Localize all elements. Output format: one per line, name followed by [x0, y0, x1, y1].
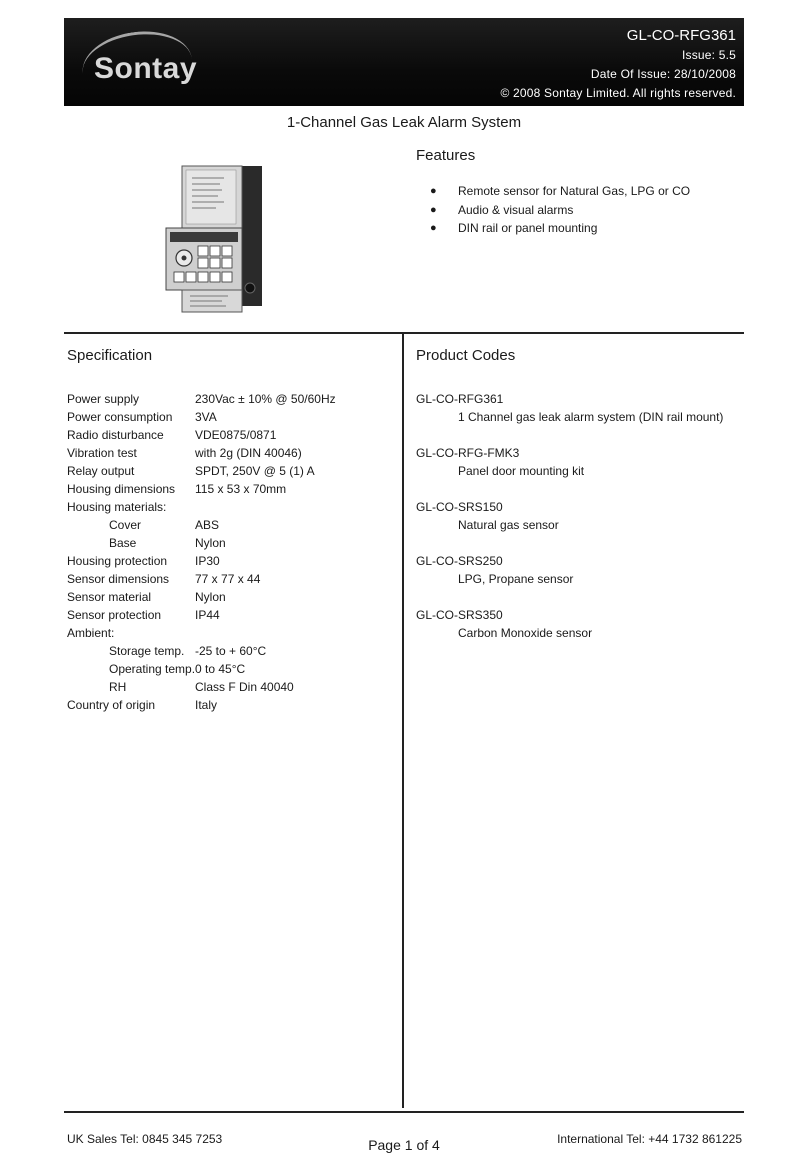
column-divider — [402, 334, 404, 1108]
spec-row: Sensor material Nylon — [67, 590, 226, 604]
document-title: 1-Channel Gas Leak Alarm System — [286, 114, 522, 131]
spec-row: Ambient: — [67, 626, 115, 640]
feature-item: ● Audio & visual alarms — [416, 201, 690, 220]
spec-row: Cover ABS — [109, 518, 220, 532]
bullet-icon: ● — [430, 222, 437, 234]
bullet-icon: ● — [430, 203, 437, 216]
feature-item: ● DIN rail or panel mounting — [416, 219, 690, 238]
copyright-notice: © 2008 Sontay Limited. All rights reserved. — [500, 86, 736, 100]
spec-row: Base Nylon — [109, 536, 226, 550]
product-code-item: GL-CO-SRS150 Natural gas sensor — [416, 500, 559, 532]
specification-heading: Specification — [67, 347, 153, 364]
spec-row: Housing protection IP30 — [67, 554, 220, 568]
spec-row: Operating temp. 0 to 45°C — [109, 662, 246, 676]
bullet-icon: ● — [430, 185, 437, 197]
product-code-item: GL-CO-SRS350 Carbon Monoxide sensor — [416, 608, 593, 640]
document-code: GL-CO-RFG361 — [626, 27, 736, 44]
specification-table — [67, 390, 397, 714]
spec-row: Radio disturbance VDE0875/0871 — [67, 428, 277, 442]
spec-row: Relay output SPDT, 250V @ 5 (1) A — [67, 464, 315, 478]
international-phone: International Tel: +44 1732 861225 — [557, 1132, 742, 1146]
features-heading: Features — [416, 147, 476, 164]
section-divider — [64, 332, 744, 334]
sontay-logo: Sontay — [94, 52, 198, 85]
issue-number: Issue: 5.5 — [681, 48, 736, 62]
issue-date: Date Of Issue: 28/10/2008 — [590, 67, 736, 81]
spec-row: Housing dimensions 115 x 53 x 70mm — [67, 482, 287, 496]
spec-row: Power consumption 3VA — [67, 410, 217, 424]
spec-row: Storage temp. -25 to + 60°C — [109, 644, 267, 658]
header-banner — [64, 18, 744, 106]
features-list — [416, 182, 690, 238]
spec-row: Sensor protection IP44 — [67, 608, 220, 622]
spec-row: Housing materials: — [67, 500, 167, 514]
product-photo — [162, 160, 270, 320]
feature-item: ● Remote sensor for Natural Gas, LPG or CO — [416, 182, 690, 201]
product-code-item: GL-CO-RFG-FMK3 Panel door mounting kit — [416, 446, 585, 478]
product-codes-list — [416, 390, 723, 660]
page-number: Page 1 of 4 — [368, 1137, 440, 1153]
spec-row: Country of origin Italy — [67, 698, 218, 712]
spec-row: Power supply 230Vac ± 10% @ 50/60Hz — [67, 392, 336, 406]
footer-divider — [64, 1111, 744, 1113]
product-codes-heading: Product Codes — [416, 347, 516, 364]
spec-row: RH Class F Din 40040 — [109, 680, 294, 694]
product-code-item: GL-CO-SRS250 LPG, Propane sensor — [416, 554, 574, 586]
uk-sales-phone: UK Sales Tel: 0845 345 7253 — [67, 1132, 223, 1146]
spec-row: Vibration test with 2g (DIN 40046) — [67, 446, 302, 460]
product-code-item: GL-CO-RFG361 1 Channel gas leak alarm system (DIN rail mount) — [416, 392, 724, 424]
header-info — [500, 26, 736, 103]
spec-row: Sensor dimensions 77 x 77 x 44 — [67, 572, 261, 586]
